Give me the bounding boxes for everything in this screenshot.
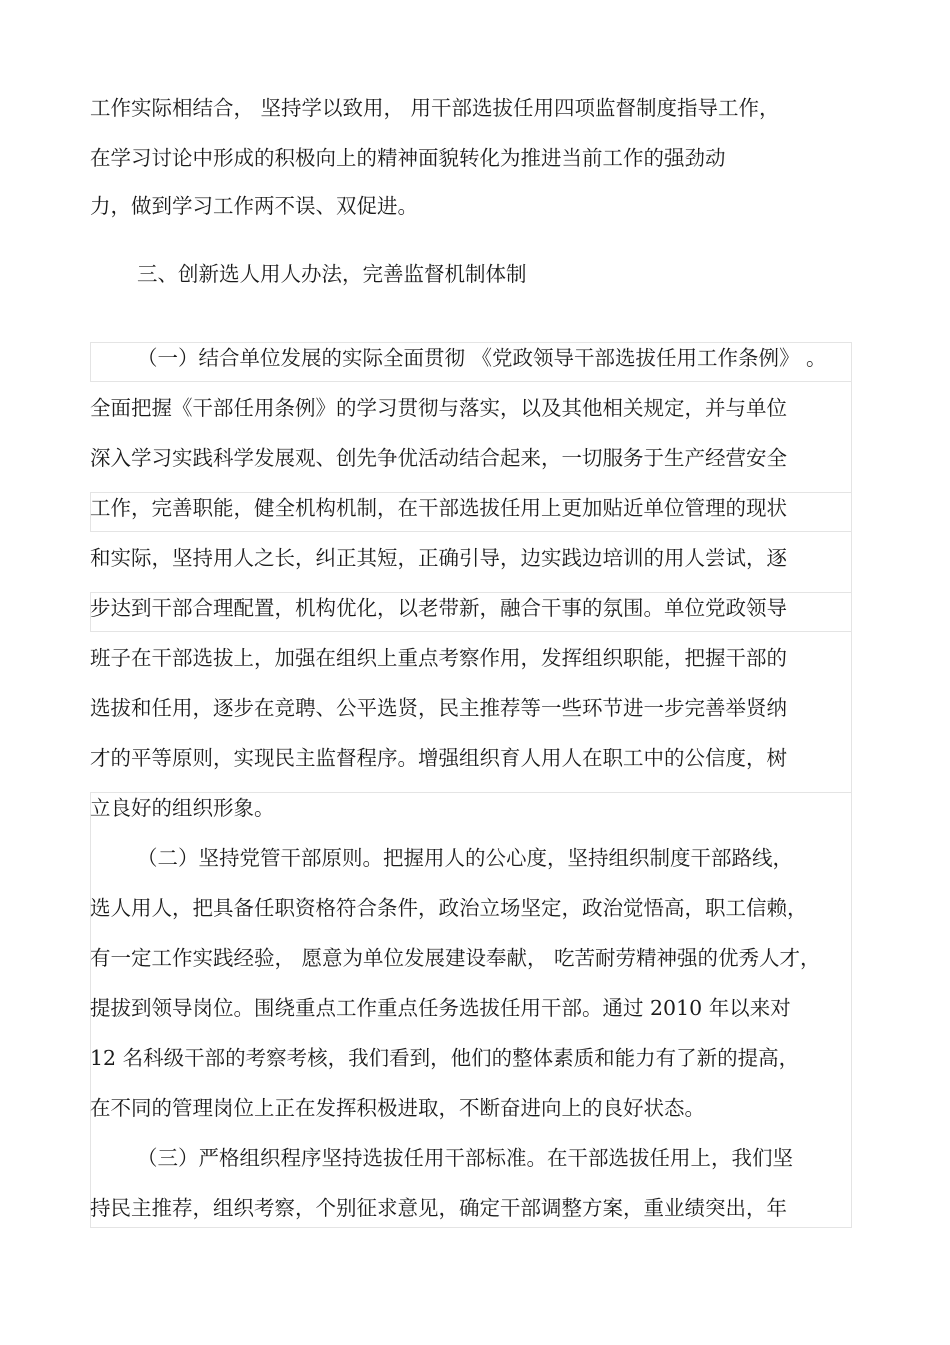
text-line: 选人用人，把具备任职资格符合条件，政治立场坚定，政治觉悟高，职工信赖， bbox=[90, 896, 808, 920]
text-line: （三）严格组织程序坚持选拔任用干部标准。在干部选拔任用上，我们坚 bbox=[137, 1146, 793, 1170]
text-line: 深入学习实践科学发展观、创先争优活动结合起来，一切服务于生产经营安全 bbox=[90, 446, 787, 470]
text-line: 力，做到学习工作两不误、双促进。 bbox=[90, 194, 418, 218]
text-line: 才的平等原则，实现民主监督程序。增强组织育人用人在职工中的公信度，树 bbox=[90, 746, 787, 770]
scan-rule-right bbox=[851, 382, 852, 792]
text-line: （一）结合单位发展的实际全面贯彻 《党政领导干部选拔任用工作条例》 。 bbox=[137, 346, 827, 370]
text-line: 工作实际相结合， 坚持学以致用， 用干部选拔任用四项监督制度指导工作， bbox=[90, 96, 780, 120]
text-line: 工作，完善职能，健全机构机制，在干部选拔任用上更加贴近单位管理的现状 bbox=[90, 496, 787, 520]
text-line: 班子在干部选拔上，加强在组织上重点考察作用，发挥组织职能，把握干部的 bbox=[90, 646, 787, 670]
text-line: 全面把握《干部任用条例》的学习贯彻与落实，以及其他相关规定，并与单位 bbox=[90, 396, 787, 420]
section-heading: 三、创新选人用人办法，完善监督机制体制 bbox=[137, 262, 527, 286]
text-line: 提拔到领导岗位。围绕重点工作重点任务选拔任用干部。通过 2010 年以来对 bbox=[90, 996, 791, 1020]
text-line: 持民主推荐，组织考察，个别征求意见，确定干部调整方案，重业绩突出，年 bbox=[90, 1196, 787, 1220]
text-line: 12 名科级干部的考察考核，我们看到，他们的整体素质和能力有了新的提高， bbox=[90, 1046, 800, 1070]
text-line: 步达到干部合理配置，机构优化，以老带新，融合干事的氛围。单位党政领导 bbox=[90, 596, 787, 620]
text-line: 在不同的管理岗位上正在发挥积极进取，不断奋进向上的良好状态。 bbox=[90, 1096, 705, 1120]
text-line: （二）坚持党管干部原则。把握用人的公心度，坚持组织制度干部路线， bbox=[137, 846, 793, 870]
text-line: 选拔和任用，逐步在竞聘、公平选贤，民主推荐等一些环节进一步完善举贤纳 bbox=[90, 696, 787, 720]
text-line: 有一定工作实践经验， 愿意为单位发展建设奉献， 吃苦耐劳精神强的优秀人才， bbox=[90, 946, 821, 970]
text-line: 立良好的组织形象。 bbox=[90, 796, 275, 820]
text-line: 在学习讨论中形成的积极向上的精神面貌转化为推进当前工作的强劲动 bbox=[90, 146, 726, 170]
text-line: 和实际，坚持用人之长，纠正其短，正确引导，边实践边培训的用人尝试，逐 bbox=[90, 546, 787, 570]
